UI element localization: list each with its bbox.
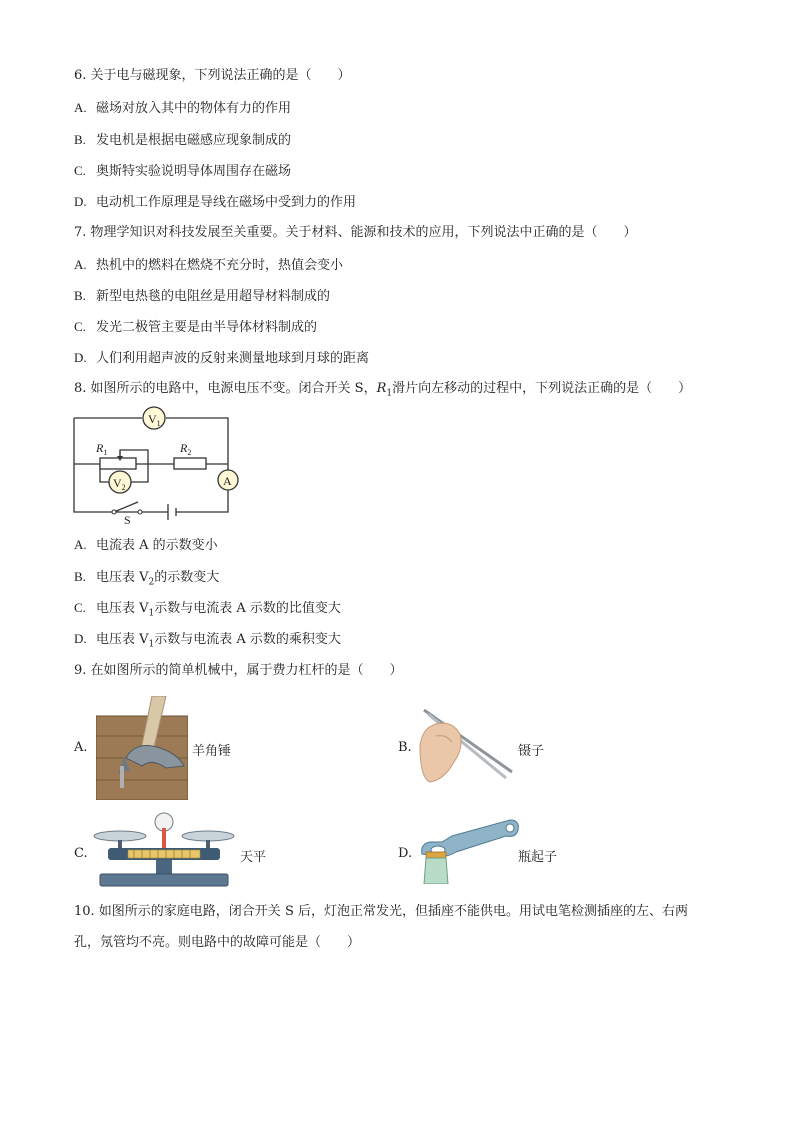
- r1-label: R: [96, 441, 104, 455]
- v1-sub: 1: [156, 419, 161, 428]
- q6-option-c: C. 奥斯特实验说明导体周围存在磁场: [74, 163, 292, 179]
- q6-option-a: A. 磁场对放入其中的物体有力的作用: [74, 100, 292, 116]
- v1-label: V: [148, 412, 157, 426]
- q8-option-c: C. 电压表 $V_1$示数与电流表 A 示数的比值变大: [74, 600, 341, 619]
- q7-option-d: D. 人们利用超声波的反射来测量地球到月球的距离: [74, 350, 370, 366]
- r1-sub: 1: [103, 448, 108, 457]
- q7-option-a: A. 热机中的燃料在燃烧不充分时，热值会变小: [74, 257, 344, 273]
- q8-circuit-diagram: [66, 404, 246, 526]
- r2-label: R: [180, 441, 188, 455]
- q8-option-d: D. 电压表 $V_1$示数与电流表 A 示数的乘积变大: [74, 631, 341, 650]
- tweezers-image: [418, 706, 514, 784]
- q8-option-a: A. 电流表 A 的示数变小: [74, 537, 218, 553]
- q9-item-c-label: C.: [74, 846, 88, 861]
- q9-item-a-name: 羊角锤: [192, 744, 232, 759]
- q8-option-b: B. 电压表 $V_2$的示数变大: [74, 569, 220, 588]
- ammeter-label: A: [223, 474, 232, 488]
- q6-option-b: B. 发电机是根据电磁感应现象制成的: [74, 132, 292, 148]
- q9-item-c-name: 天平: [240, 850, 267, 865]
- hammer-image: [96, 696, 188, 800]
- q9-item-d-name: 瓶起子: [518, 850, 558, 865]
- q9-item-b-label: B.: [398, 740, 412, 755]
- q7-option-b: B. 新型电热毯的电阻丝是用超导材料制成的: [74, 288, 331, 304]
- q9-item-b-name: 镊子: [518, 744, 545, 759]
- q10-stem-line1: 10. 如图所示的家庭电路，闭合开关 S 后，灯泡正常发光，但插座不能供电。用试电笔检测插座的左、右两: [74, 904, 688, 919]
- q7-option-c: C. 发光二极管主要是由半导体材料制成的: [74, 319, 318, 335]
- v2-sub: 2: [121, 483, 126, 492]
- resistor-r2: [174, 458, 206, 469]
- q7-stem: 7. 物理学知识对科技发展至关重要。关于材料、能源和技术的应用，下列说法中正确的是（ ）: [74, 225, 637, 240]
- q9-item-d-label: D.: [398, 846, 413, 861]
- switch-label: S: [124, 513, 131, 526]
- balance-scale-image: [92, 812, 236, 888]
- bottle-opener-image: [418, 812, 520, 884]
- q6-stem: 6. 关于电与磁现象，下列说法正确的是（ ）: [74, 68, 351, 83]
- svg-text:R2: [179, 441, 191, 457]
- q9-item-a-label: A.: [74, 740, 88, 755]
- r2-sub: 2: [187, 448, 192, 457]
- q8-stem: 8. 如图所示的电路中，电源电压不变。闭合开关 S，$R_1$滑片向左移动的过程中，下列说法正确的是（ ）: [74, 381, 692, 399]
- v2-label: V: [113, 476, 122, 490]
- q6-option-d: D. 电动机工作原理是导线在磁场中受到力的作用: [74, 194, 357, 210]
- svg-text:R1: [95, 441, 107, 457]
- resistor-r1: [100, 458, 136, 469]
- q9-stem: 9. 在如图所示的简单机械中，属于费力杠杆的是（ ）: [74, 663, 403, 678]
- q10-stem-line2: 孔，氖管均不亮。则电路中的故障可能是（ ）: [74, 935, 361, 950]
